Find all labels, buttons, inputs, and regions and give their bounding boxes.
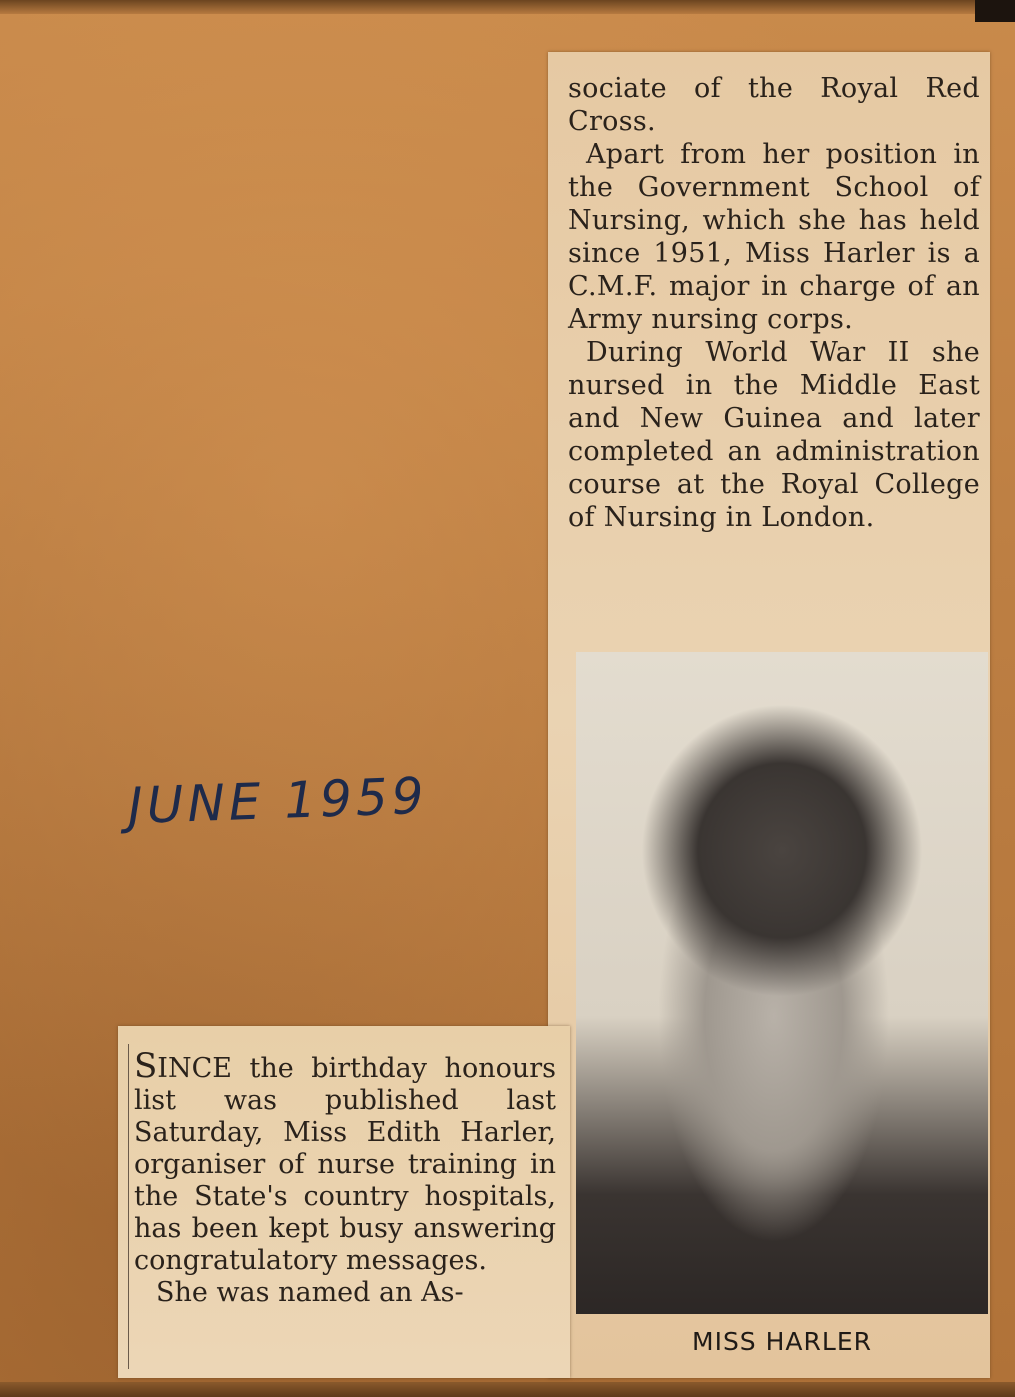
column-rule (128, 1044, 129, 1369)
newspaper-clipping-right (548, 52, 990, 1378)
clipping-paragraph: She was named an As- (156, 1277, 464, 1308)
clipping-paragraph-text: INCE the birthday honours list was published last Saturday, Miss Edith Harler, organiser of nurse training in the State's country hospitals, has been kept busy answering congratulatory messages. (134, 1053, 556, 1276)
clipping-paragraph: sociate of the Royal Red Cross. (568, 73, 980, 137)
page-bottom-edge (0, 1382, 1015, 1397)
portrait-photo (576, 652, 988, 1314)
photo-caption: MISS HARLER (692, 1327, 872, 1356)
page-top-edge (0, 0, 1015, 14)
newspaper-clipping-left (118, 1026, 570, 1378)
page-corner-shadow (975, 0, 1015, 22)
clipping-left-text (134, 1046, 556, 1309)
clipping-paragraph: Apart from her position in the Government School of Nursing, which she has held since 1951, Miss Harler is a C.M.F. major in charge of an Army nursing corps. (568, 139, 980, 335)
clipping-paragraph (134, 1046, 556, 1277)
drop-cap: S (134, 1046, 158, 1086)
handwritten-date: JUNE 1959 (127, 766, 429, 836)
clipping-right-text (568, 72, 980, 534)
clipping-paragraph: During World War II she nursed in the Middle East and New Guinea and later completed an administration course at the Royal College of Nursing in London. (568, 337, 980, 533)
